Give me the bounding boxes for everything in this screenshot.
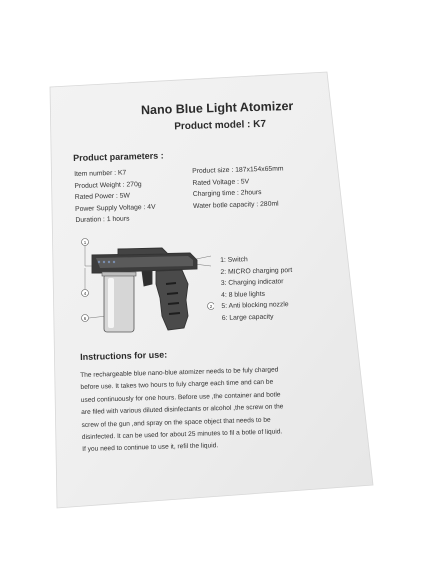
product-model: Product model : K7 xyxy=(174,118,267,133)
callout-1: 1 xyxy=(83,240,87,245)
param-duration: Duration : 1 hours xyxy=(75,215,130,225)
param-rated-power: Rated Power : 5W xyxy=(74,192,131,202)
diagram-legend xyxy=(220,253,294,325)
parameters-heading: Product parameters : xyxy=(73,150,164,163)
legend-blue-lights: 4: 8 blue lights xyxy=(221,290,266,299)
param-rated-voltage: Rated Voltage : 5V xyxy=(192,178,250,187)
instruction-line: before use. It takes two hours to fuly charge each time and can be xyxy=(80,379,274,392)
param-size: Product size : 187x154x65mm xyxy=(192,165,284,175)
instructions-heading: Instructions for use: xyxy=(80,349,168,362)
instructions-body xyxy=(80,363,340,457)
callout-2: 2 xyxy=(209,304,213,309)
document-title: Nano Blue Light Atomizer xyxy=(140,98,294,118)
param-charging-time: Charging time : 2hours xyxy=(192,189,262,199)
param-weight: Product Weight : 270g xyxy=(74,180,142,190)
instruction-line: disinfected. It can be used for about 25 minutes to fil a botle of liquid. xyxy=(81,428,283,442)
instruction-line: If you need to continue to use it, refil the liquid. xyxy=(82,442,219,454)
param-bottle-capacity: Water botle capacity : 280ml xyxy=(193,200,279,210)
legend-charging-indicator: 3: Charging indicator xyxy=(220,278,284,288)
instruction-line: used continuously for one hours. Before use ,the container and botle xyxy=(80,391,281,404)
parameters-left-column xyxy=(74,167,156,227)
legend-nozzle: 5: Anti blocking nozzle xyxy=(221,301,289,311)
legend-capacity: 6: Large capacity xyxy=(221,313,274,322)
param-supply-voltage: Power Supply Voltage : 4V xyxy=(75,203,156,213)
legend-switch: 1: Switch xyxy=(220,256,248,264)
parameters-right-column xyxy=(192,163,285,212)
instruction-line: are filed with various diluted disinfectants or alcohol ,the screw on the xyxy=(81,403,284,417)
instruction-line: The rechargeable blue nano-blue atomizer needs to be fuly charged xyxy=(80,366,279,379)
callout-4: 4 xyxy=(83,291,87,296)
callout-6: 6 xyxy=(83,316,87,321)
param-item-number: Item number : K7 xyxy=(74,169,127,178)
atomizer-diagram xyxy=(72,236,214,346)
legend-charging-port: 2: MICRO charging port xyxy=(220,266,293,276)
instruction-line: screw of the gun ,and spray on the space object that needs to be xyxy=(81,416,271,429)
water-bottle xyxy=(102,272,136,332)
